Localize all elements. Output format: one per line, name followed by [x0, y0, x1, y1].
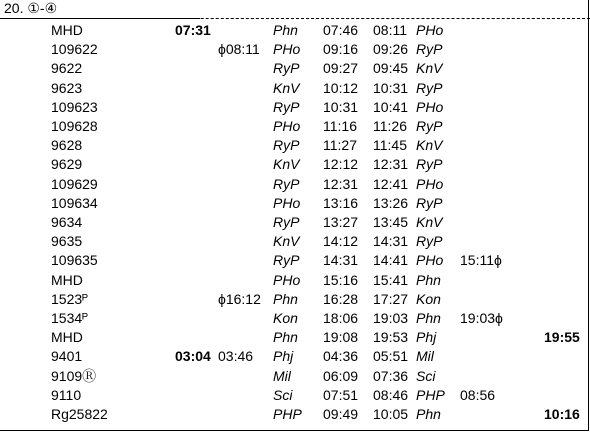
arrival-time: 10:31	[373, 79, 409, 96]
train-id: 9628	[51, 137, 83, 154]
departure-time: 11:16	[323, 118, 357, 134]
arrival-time: 09:45	[373, 60, 409, 77]
from-station: PHo	[273, 194, 301, 211]
arrival-time: 15:41	[373, 271, 409, 288]
to-station: PHo	[416, 22, 444, 38]
train-id: MHD	[51, 22, 83, 38]
train-id: 9401	[51, 348, 83, 365]
train-id: MHD	[51, 329, 83, 346]
train-id: 9634	[51, 214, 83, 230]
to-station: KnV	[416, 137, 443, 154]
departure-time: 19:08	[323, 329, 359, 346]
departure-time: 12:12	[323, 156, 359, 173]
departure-time: 09:16	[323, 41, 359, 58]
to-station: Sci	[416, 367, 436, 384]
to-station: RyP	[416, 233, 443, 250]
train-id: 109622	[51, 41, 98, 58]
departure-time: 09:27	[323, 60, 359, 77]
train-id: 1523ᴾ	[51, 290, 89, 307]
arrival-time: 09:26	[373, 41, 409, 58]
table-row	[0, 175, 590, 194]
connection-time: 15:11ϕ	[460, 252, 502, 269]
departure-time: 06:09	[323, 367, 359, 384]
from-station: Sci	[273, 386, 293, 403]
end-time: 19:55	[544, 329, 580, 346]
departure-time: 15:16	[323, 271, 359, 288]
arrival-time: 14:31	[373, 233, 409, 250]
departure-time: 18:06	[323, 310, 359, 326]
table-row	[0, 194, 590, 213]
table-row	[0, 328, 590, 347]
table-row	[0, 386, 590, 405]
from-station: PHo	[273, 271, 301, 288]
to-station: Phn	[416, 310, 441, 326]
table-row	[0, 40, 590, 59]
arrival-time: 05:51	[373, 348, 409, 365]
report-time: 03:46	[218, 348, 254, 365]
arrival-time: 10:05	[373, 406, 409, 422]
from-station: KnV	[273, 156, 300, 173]
to-station: RyP	[416, 194, 443, 211]
to-station: Phj	[416, 329, 437, 346]
train-id: 9623	[51, 79, 83, 96]
start-time: 07:31	[175, 22, 211, 38]
departure-time: 11:27	[323, 137, 357, 154]
to-station: Mil	[416, 348, 434, 365]
table-row	[0, 271, 590, 290]
from-station: PHo	[273, 41, 301, 58]
from-station: Phj	[273, 348, 294, 365]
departure-time: 07:46	[323, 22, 359, 38]
from-station: RyP	[273, 137, 300, 154]
train-id: 109635	[51, 252, 98, 269]
to-station: KnV	[416, 60, 443, 77]
departure-time: 10:12	[323, 79, 359, 96]
from-station: RyP	[273, 175, 300, 192]
table-row	[0, 98, 590, 117]
train-id: 9622	[51, 60, 83, 77]
train-id: 109634	[51, 194, 98, 211]
from-station: Phn	[273, 329, 298, 346]
departure-time: 12:31	[323, 175, 359, 192]
table-row	[0, 290, 590, 309]
from-station: Mil	[273, 367, 291, 384]
arrival-time: 12:41	[373, 175, 409, 192]
arrival-time: 07:36	[373, 367, 409, 384]
train-id: MHD	[51, 271, 83, 288]
table-row	[0, 21, 590, 40]
from-station: KnV	[273, 79, 300, 96]
departure-time: 13:16	[323, 194, 359, 211]
departure-time: 04:36	[323, 348, 359, 365]
from-station: PHo	[273, 118, 301, 134]
to-station: RyP	[416, 79, 443, 96]
from-station: KnV	[273, 233, 300, 250]
arrival-time: 17:27	[373, 290, 409, 307]
arrival-time: 08:11	[373, 22, 407, 38]
to-station: PHo	[416, 98, 444, 115]
train-id: 109629	[51, 175, 98, 192]
to-station: PHP	[416, 386, 445, 403]
arrival-time: 19:03	[373, 310, 409, 326]
from-station: PHP	[273, 406, 302, 422]
train-id: Rg25822	[51, 406, 108, 422]
table-row	[0, 367, 590, 386]
to-station: Kon	[416, 290, 441, 307]
to-station: PHo	[416, 175, 444, 192]
to-station: Phn	[416, 271, 441, 288]
arrival-time: 08:46	[373, 386, 409, 403]
train-id: 9109Ⓡ	[51, 367, 97, 384]
train-id: 1534ᴾ	[51, 310, 89, 326]
arrival-time: 10:41	[373, 98, 409, 115]
train-id: 109623	[51, 98, 98, 115]
departure-time: 09:49	[323, 406, 359, 422]
departure-time: 14:31	[323, 252, 359, 269]
report-time: ϕ08:11	[218, 41, 260, 58]
train-id: 109628	[51, 118, 98, 134]
report-time: ϕ16:12	[218, 290, 261, 307]
departure-time: 16:28	[323, 290, 359, 307]
from-station: RyP	[273, 252, 300, 269]
table-row	[0, 59, 590, 78]
departure-time: 10:31	[323, 98, 359, 115]
arrival-time: 13:26	[373, 194, 409, 211]
table-row	[0, 155, 590, 174]
arrival-time: 12:31	[373, 156, 409, 173]
arrival-time: 19:53	[373, 329, 409, 346]
start-time: 03:04	[175, 348, 211, 365]
train-id: 9110	[51, 386, 82, 403]
to-station: PHo	[416, 252, 444, 269]
table-row	[0, 347, 590, 366]
to-station: Phn	[416, 406, 441, 422]
departure-time: 14:12	[323, 233, 359, 250]
from-station: RyP	[273, 98, 300, 115]
table-row	[0, 405, 590, 424]
schedule-title: 20. ①-④	[4, 0, 58, 16]
arrival-time: 14:41	[373, 252, 409, 269]
table-row	[0, 309, 590, 328]
to-station: RyP	[416, 156, 443, 173]
arrival-time: 13:45	[373, 214, 409, 230]
connection-time: 08:56	[460, 386, 496, 403]
header-underline	[0, 18, 200, 19]
departure-time: 13:27	[323, 214, 359, 230]
to-station: KnV	[416, 214, 443, 230]
table-row	[0, 251, 590, 270]
table-row	[0, 79, 590, 98]
connection-time: 19:03ϕ	[460, 310, 503, 326]
from-station: RyP	[273, 60, 300, 77]
table-row	[0, 213, 590, 232]
departure-time: 07:51	[323, 386, 359, 403]
from-station: Phn	[273, 22, 298, 38]
to-station: RyP	[416, 118, 443, 134]
arrival-time: 11:45	[373, 137, 407, 154]
table-row	[0, 232, 590, 251]
from-station: RyP	[273, 214, 300, 230]
table-row	[0, 136, 590, 155]
arrival-time: 11:26	[373, 118, 407, 134]
train-id: 9629	[51, 156, 83, 173]
to-station: RyP	[416, 41, 443, 58]
from-station: Phn	[273, 290, 298, 307]
train-id: 9635	[51, 233, 83, 250]
table-row	[0, 117, 590, 136]
from-station: Kon	[273, 310, 298, 326]
end-time: 10:16	[544, 406, 580, 422]
